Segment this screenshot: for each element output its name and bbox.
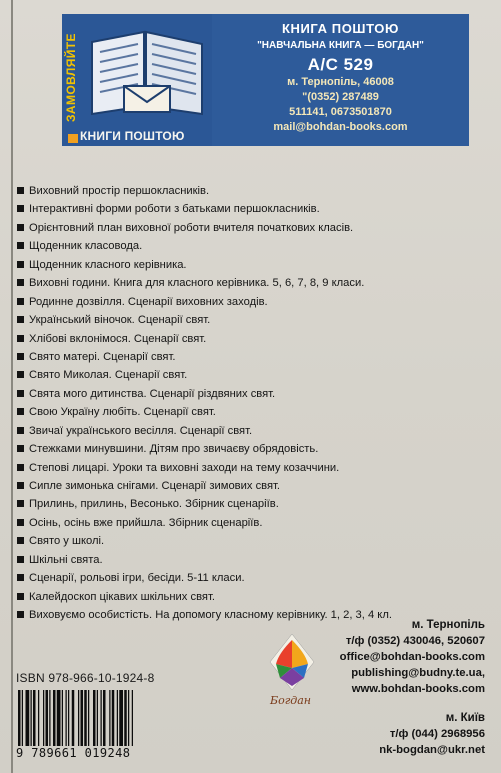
book-title: Щоденник класного керівника. <box>29 258 187 271</box>
book-title: Сценарії, рольові ігри, бесіди. 5-11 класи. <box>29 572 245 585</box>
list-item <box>15 385 495 403</box>
spine-line <box>11 0 13 773</box>
book-title: Виховні години. Книга для класного керівника. 5, 6, 7, 8, 9 класи. <box>29 277 365 290</box>
banner-city: м. Тернопіль, 46008 <box>287 76 394 88</box>
square-bullet-icon <box>17 445 24 452</box>
book-title: Стежками минувшини. Дітям про звичаєву обрядовість. <box>29 443 319 456</box>
book-title: Шкільні свята. <box>29 553 103 566</box>
banner-phone-2: 511141, 0673501870 <box>289 106 392 118</box>
square-bullet-icon <box>17 537 24 544</box>
book-title: Сипле зимонька снігами. Сценарії зимових свят. <box>29 480 281 492</box>
square-bullet-icon <box>17 242 24 249</box>
square-bullet-icon <box>17 556 24 563</box>
square-bullet-icon <box>17 224 24 231</box>
open-book-icon <box>84 24 209 119</box>
barcode-image <box>14 690 180 746</box>
square-bullet-icon <box>17 574 24 581</box>
banner-title: КНИГА ПОШТОЮ <box>281 21 400 36</box>
book-title: Свята мого дитинства. Сценарії різдвяних свят. <box>29 387 276 400</box>
square-bullet-icon <box>17 298 24 305</box>
book-title: Свято матері. Сценарії свят. <box>29 350 176 363</box>
book-title: Родинне дозвілля. Сценарії виховних заходів. <box>29 295 268 308</box>
city-kyiv: м. Київ <box>445 712 485 724</box>
square-bullet-icon <box>17 464 24 471</box>
list-item <box>15 514 495 532</box>
square-bullet-icon <box>17 390 24 397</box>
list-item <box>15 532 495 550</box>
book-title: Виховний простір першокласників. <box>29 185 210 197</box>
square-bullet-icon <box>17 205 24 212</box>
list-item <box>15 237 495 255</box>
city-ternopil: м. Тернопіль <box>411 619 485 631</box>
list-item <box>15 200 495 218</box>
book-title: Свято у школі. <box>29 535 105 548</box>
email-publishing: publishing@budny.te.ua, <box>351 667 485 679</box>
book-title: Осінь, осінь вже прийшла. Збірник сценаріїв. <box>29 516 263 529</box>
book-title: Щоденник класовода. <box>29 240 143 253</box>
square-bullet-icon <box>17 408 24 415</box>
book-title: Орієнтовний план виховної роботи вчителя початкових класів. <box>29 221 354 234</box>
square-bullet-icon <box>17 519 24 526</box>
square-bullet-icon <box>17 593 24 600</box>
website: www.bohdan-books.com <box>351 683 485 695</box>
list-item <box>15 330 495 348</box>
banner-phone: "(0352) 287489 <box>302 91 379 103</box>
list-item <box>15 440 495 458</box>
book-title-list <box>15 182 495 625</box>
square-bullet-icon <box>17 279 24 286</box>
mail-order-banner <box>62 14 469 146</box>
book-title: Український віночок. Сценарії свят. <box>29 314 211 327</box>
square-bullet-icon <box>17 371 24 378</box>
contacts-ternopil <box>255 617 485 697</box>
square-bullet-icon <box>17 500 24 507</box>
banner-address-panel <box>212 14 469 146</box>
email-kyiv: nk-bogdan@ukr.net <box>379 744 485 756</box>
list-item <box>15 403 495 421</box>
list-item <box>15 551 495 569</box>
accent-square <box>68 134 78 143</box>
list-item <box>15 477 495 495</box>
square-bullet-icon <box>17 482 24 489</box>
banner-art-panel <box>62 14 212 146</box>
book-title: Виховуємо особистість. На допомогу класному керівнику. 1, 2, 3, 4 кл. <box>29 609 392 622</box>
book-title: Степові лицарі. Уроки та виховні заходи на тему козаччини. <box>29 461 340 474</box>
contacts-kyiv <box>255 710 485 758</box>
logo-name: Богдан <box>270 694 312 707</box>
list-item <box>15 293 495 311</box>
square-bullet-icon <box>17 335 24 342</box>
square-bullet-icon <box>17 353 24 360</box>
list-item <box>15 422 495 440</box>
square-bullet-icon <box>17 611 24 618</box>
phone-kyiv: т/ф (044) 2968956 <box>389 728 485 740</box>
list-item <box>15 495 495 513</box>
po-box: А/С 529 <box>307 55 374 74</box>
list-item <box>15 182 495 200</box>
phone-ternopil: т/ф (0352) 430046, 520607 <box>345 635 485 647</box>
book-title: Калейдоскоп цікавих шкільних свят. <box>29 590 215 603</box>
barcode-digits: 9 789661 019248 <box>16 746 131 760</box>
book-title: Звичаї українського весілля. Сценарії свят. <box>29 424 253 437</box>
square-bullet-icon <box>17 316 24 323</box>
list-item <box>15 366 495 384</box>
isbn-label: ISBN 978-966-10-1924-8 <box>16 671 155 685</box>
book-title: Свою Україну любіть. Сценарії свят. <box>29 406 216 419</box>
list-item <box>15 274 495 292</box>
square-bullet-icon <box>17 187 24 194</box>
banner-email: mail@bohdan-books.com <box>273 121 408 133</box>
order-vertical-text: ЗАМОВЛЯЙТЕ <box>64 33 78 123</box>
book-title: Інтерактивні форми роботи з батьками першокласників. <box>29 203 320 216</box>
list-item <box>15 311 495 329</box>
list-item <box>15 256 495 274</box>
book-title: Прилинь, прилинь, Весонько. Збірник сценаріїв. <box>29 498 279 511</box>
list-item <box>15 588 495 606</box>
list-item <box>15 569 495 587</box>
list-item <box>15 459 495 477</box>
publisher-name: "НАВЧАЛЬНА КНИГА — БОГДАН" <box>257 40 424 51</box>
book-title: Свято Миколая. Сценарії свят. <box>29 369 188 382</box>
square-bullet-icon <box>17 427 24 434</box>
square-bullet-icon <box>17 261 24 268</box>
email-office: office@bohdan-books.com <box>339 651 485 663</box>
book-title: Хлібові вклонімося. Сценарії свят. <box>29 332 207 345</box>
books-by-mail-label: КНИГИ ПОШТОЮ <box>80 129 185 143</box>
list-item <box>15 219 495 237</box>
list-item <box>15 348 495 366</box>
